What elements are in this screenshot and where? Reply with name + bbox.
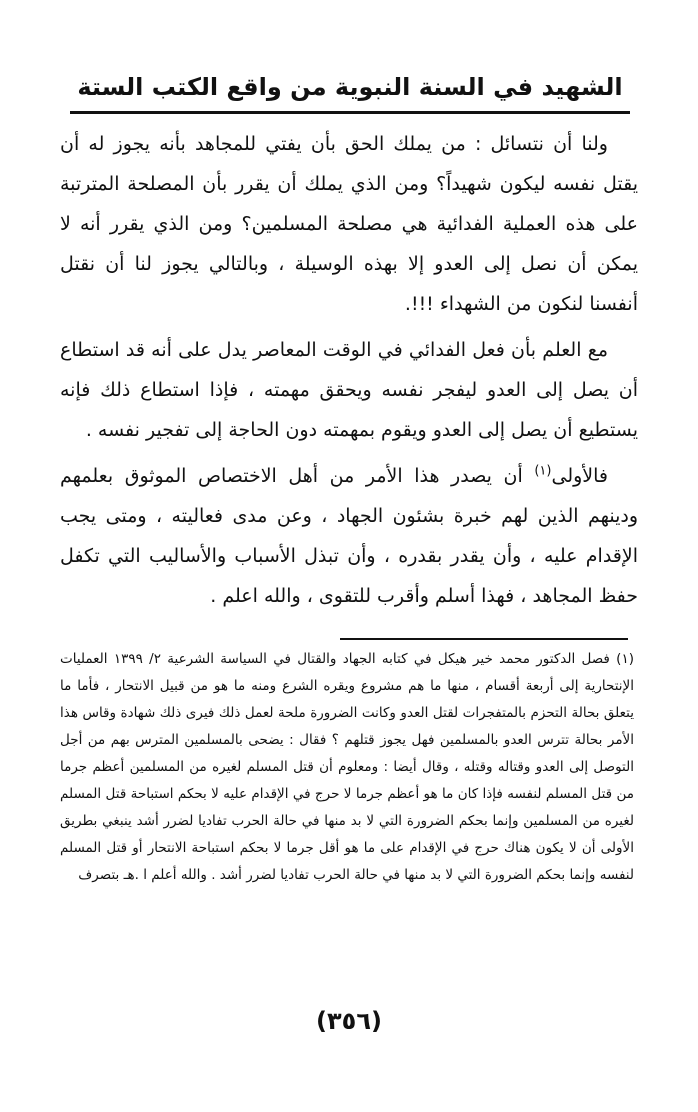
paragraph-3 xyxy=(60,456,638,616)
paragraph-3-lead: فالأولى xyxy=(551,465,608,487)
paragraph-2: مع العلم بأن فعل الفدائي في الوقت المعاصر يدل على أنه قد استطاع أن يصل إلى العدو ليفجر نفسه ويحقق مهمته ، فإذا استطاع ذلك فإنه يستطيع أن يصل إلى العدو ويقوم بمهمته دون الحاجة إلى تفجير نفسه . xyxy=(60,339,638,441)
paragraph-3-text: أن يصدر هذا الأمر من أهل الاختصاص الموثوق بعلمهم ودينهم الذين لهم خبرة بشئون الجهاد ، وعن مدى فعاليته ، ومتى يجب الإقدام عليه ، وأن يقدر بقدره ، وأن تبذل الأسباب والأساليب التي تكفل حفظ المجاهد ، فهذا أسلم وأقرب للتقوى ، والله اعلم . xyxy=(60,465,638,607)
main-text xyxy=(60,124,638,616)
page-number: (٣٥٦) xyxy=(316,1007,382,1035)
running-header: الشهيد في السنة النبوية من واقع الكتب الستة xyxy=(77,73,623,101)
footnote-reference: (١) xyxy=(534,463,552,479)
paragraph-1: ولنا أن نتسائل : من يملك الحق بأن يفتي للمجاهد بأنه يجوز له أن يقتل نفسه ليكون شهيداً؟ ومن الذي يملك أن يقرر بأن المصلحة المترتبة على هذه العملية الفدائية هي مصلحة المسلمين؟ ومن الذي يقرر أنه لا يمكن أن نصل إلى العدو إلا بهذه الوسيلة ، وبالتالي يجوز لنا أن نقتل أنفسنا لنكون من الشهداء !!!. xyxy=(60,133,638,315)
footnote-separator xyxy=(340,638,628,640)
header-rule xyxy=(70,111,630,114)
footnote: (١) فصل الدكتور محمد خير هيكل في كتابه الجهاد والقتال في السياسة الشرعية ٢/ ١٣٩٩ العمليات الإنتحارية إلى أربعة أقسام ، منها ما هم مشروع ويقره الشرع ومنه ما هو من قبيل الانتحار ، فأما ما يتعلق بحالة التحزم بالمتفجرات لقتل العدو وكانت الضرورة ملحة لعمل ذلك فيرى ذلك شهادة وقاس هذا الأمر بحالة تترس العدو بالمسلمين فهل يجوز قتلهم ؟ فقال : يضحى بالمسلمين المترس بهم من أجل التوصل إلى العدو وقتاله وقتله ، وقال أيضا : ومعلوم أن قتل المسلم لغيره من المسلمين أعظم جرما من قتل المسلم لنفسه فإذا كان ما هو أعظم جرما لا حرج في الإقدام عليه لا بحكم استباحة قتل المسلم لغيره من المسلمين وإنما بحكم الضرورة التي لا بد منها في حالة الحرب تفاديا لضرر أشد ينبغي بطريق الأولى أن لا يكون هناك حرج في الإقدام على ما هو أقل جرما لا بحكم استباحة الانتحار أو قتل المسلم لنفسه وإنما بحكم الضرورة التي لا بد منها في حالة الحرب تفاديا لضرر أشد . والله أعلم ا .هـ بتصرف xyxy=(60,651,634,883)
